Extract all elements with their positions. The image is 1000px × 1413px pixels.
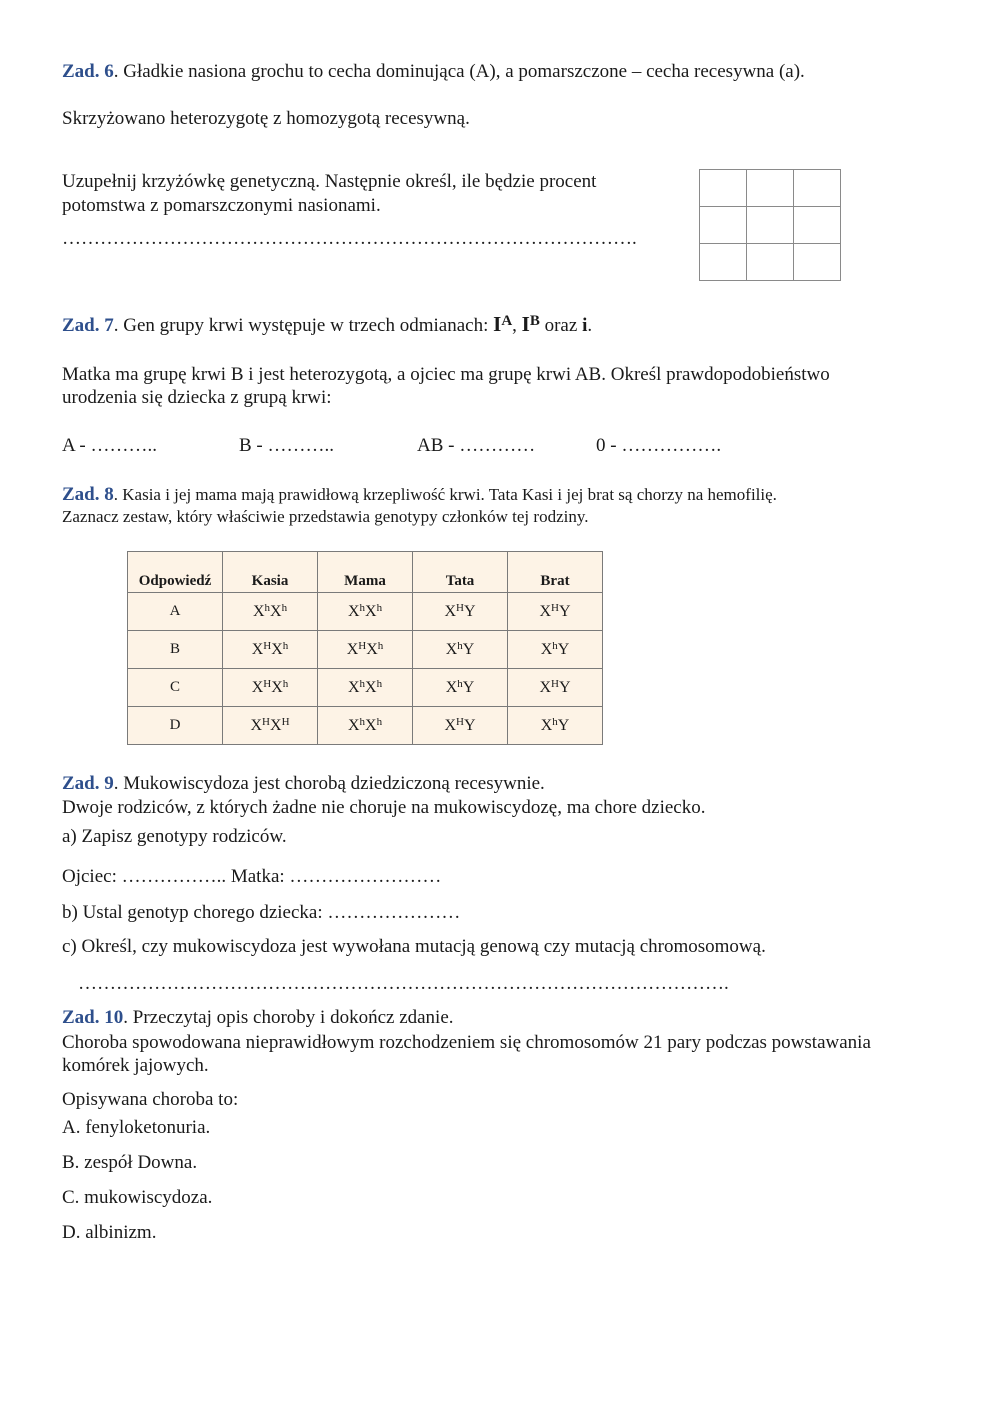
punnett-cell[interactable]	[747, 170, 794, 207]
punnett-square	[699, 169, 841, 281]
allele-ib: $I^B$	[521, 312, 540, 336]
punnett-cell[interactable]	[700, 207, 747, 244]
z10-title	[62, 1007, 454, 1029]
z6-title	[62, 61, 805, 83]
header-tata: Tata	[413, 552, 508, 593]
z6-instruction-1: Uzupełnij krzyżówkę genetyczną. Następnie określ, ile będzie procent	[62, 171, 597, 192]
genotype-row-c[interactable]	[128, 669, 603, 707]
punnett-cell[interactable]	[794, 170, 841, 207]
z7-answer-b[interactable]: B - ………..	[239, 435, 334, 456]
answer-label[interactable]: C	[128, 669, 223, 707]
z9-answer-dots[interactable]: ………………………………………………………………………………………….	[78, 973, 729, 994]
z9-b[interactable]: b) Ustal genotyp chorego dziecka: …………………	[62, 902, 461, 923]
z7-line2: Matka ma grupę krwi B i jest heterozygotą, a ojciec ma grupę krwi AB. Określ prawdopodobieństwo	[62, 364, 830, 385]
z10-option-b[interactable]: B. zespół Downa.	[62, 1152, 198, 1173]
z6-line2: Skrzyżowano heterozygotę z homozygotą recesywną.	[62, 108, 470, 129]
genotype-cell: $X^hX^h$	[318, 593, 413, 631]
genotype-cell: $X^hY$	[413, 631, 508, 669]
z10-option-a[interactable]: A. fenyloketonuria.	[62, 1117, 211, 1138]
genotype-cell: $X^HX^h$	[223, 631, 318, 669]
genotype-cell: $X^hY$	[508, 707, 603, 745]
z9-parents-answer[interactable]: Ojciec: …………….. Matka: ……………………	[62, 866, 442, 887]
z7-answer-ab[interactable]: AB - …………	[417, 435, 536, 456]
punnett-cell[interactable]	[747, 207, 794, 244]
z10-option-c[interactable]: C. mukowiscydoza.	[62, 1187, 213, 1208]
genotype-row-d[interactable]	[128, 707, 603, 745]
z10-text: . Przeczytaj opis choroby i dokończ zdanie.	[123, 1007, 454, 1028]
z9-label: Zad. 9	[62, 773, 114, 794]
genotype-cell: $X^HX^h$	[223, 669, 318, 707]
z6-instruction-2: potomstwa z pomarszczonymi nasionami.	[62, 195, 381, 216]
punnett-cell[interactable]	[700, 170, 747, 207]
punnett-cell[interactable]	[794, 244, 841, 281]
punnett-cell[interactable]	[700, 244, 747, 281]
genotype-cell: $X^hY$	[508, 631, 603, 669]
header-kasia: Kasia	[223, 552, 318, 593]
z9-c: c) Określ, czy mukowiscydoza jest wywołana mutacją genową czy mutacją chromosomową.	[62, 936, 766, 957]
allele-ia: $I^A$	[493, 312, 513, 336]
z6-text: . Gładkie nasiona grochu to cecha dominująca (A), a pomarszczone – cecha recesywna (a).	[113, 61, 805, 82]
punnett-cell[interactable]	[747, 244, 794, 281]
genotype-cell: $X^HX^H$	[223, 707, 318, 745]
answer-label[interactable]: B	[128, 631, 223, 669]
z7-text: . Gen grupy krwi występuje w trzech odmianach:	[113, 315, 494, 336]
allele-i: i	[582, 315, 588, 336]
z9-title	[62, 773, 545, 795]
z10-label: Zad. 10	[62, 1007, 124, 1028]
genotype-cell: $X^HY$	[508, 593, 603, 631]
genotype-header-row	[128, 552, 603, 593]
genotype-cell: $X^HY$	[413, 707, 508, 745]
z7-label: Zad. 7	[62, 315, 114, 336]
genotype-cell: $X^HY$	[508, 669, 603, 707]
genotype-cell: $X^HY$	[413, 593, 508, 631]
z10-prompt: Opisywana choroba to:	[62, 1089, 239, 1110]
z9-a: a) Zapisz genotypy rodziców.	[62, 826, 287, 847]
z8-text: . Kasia i jej mama mają prawidłową krzepliwość krwi. Tata Kasi i jej brat są chorzy na hemofilię.	[113, 485, 777, 504]
z8-title	[62, 484, 777, 506]
z6-answer-dots[interactable]: ……………………………………………………………………………….	[62, 228, 637, 249]
z10-line3: komórek jajowych.	[62, 1055, 209, 1076]
punnett-cell[interactable]	[794, 207, 841, 244]
answer-label[interactable]: A	[128, 593, 223, 631]
genotype-cell: $X^hX^h$	[318, 707, 413, 745]
genotype-table	[127, 551, 603, 745]
z10-option-d[interactable]: D. albinizm.	[62, 1222, 157, 1243]
genotype-cell: $X^hY$	[413, 669, 508, 707]
header-odpowiedz: Odpowiedź	[128, 552, 223, 593]
z6-label: Zad. 6	[62, 61, 114, 82]
z10-line2: Choroba spowodowana nieprawidłowym rozchodzeniem się chromosomów 21 pary podczas powstawania	[62, 1032, 871, 1053]
z8-label: Zad. 8	[62, 484, 114, 505]
z7-title: Zad. 7. Gen grupy krwi występuje w trzech odmianach: $I^A$, $I^B$ oraz i.	[62, 312, 593, 336]
z9-line2: Dwoje rodziców, z których żadne nie choruje na mukowiscydozę, ma chore dziecko.	[62, 797, 706, 818]
genotype-cell: $X^hX^h$	[318, 669, 413, 707]
z9-text: . Mukowiscydoza jest chorobą dziedziczoną recesywnie.	[113, 773, 545, 794]
z8-line2: Zaznacz zestaw, który właściwie przedstawia genotypy członków tej rodziny.	[62, 507, 589, 526]
header-mama: Mama	[318, 552, 413, 593]
header-brat: Brat	[508, 552, 603, 593]
z7-line3: urodzenia się dziecka z grupą krwi:	[62, 387, 332, 408]
z7-answer-a[interactable]: A - ………..	[62, 435, 157, 456]
genotype-row-b[interactable]	[128, 631, 603, 669]
answer-label[interactable]: D	[128, 707, 223, 745]
genotype-cell: $X^hX^h$	[223, 593, 318, 631]
genotype-row-a[interactable]	[128, 593, 603, 631]
z7-answer-0[interactable]: 0 - …………….	[596, 435, 722, 456]
genotype-cell: $X^HX^h$	[318, 631, 413, 669]
